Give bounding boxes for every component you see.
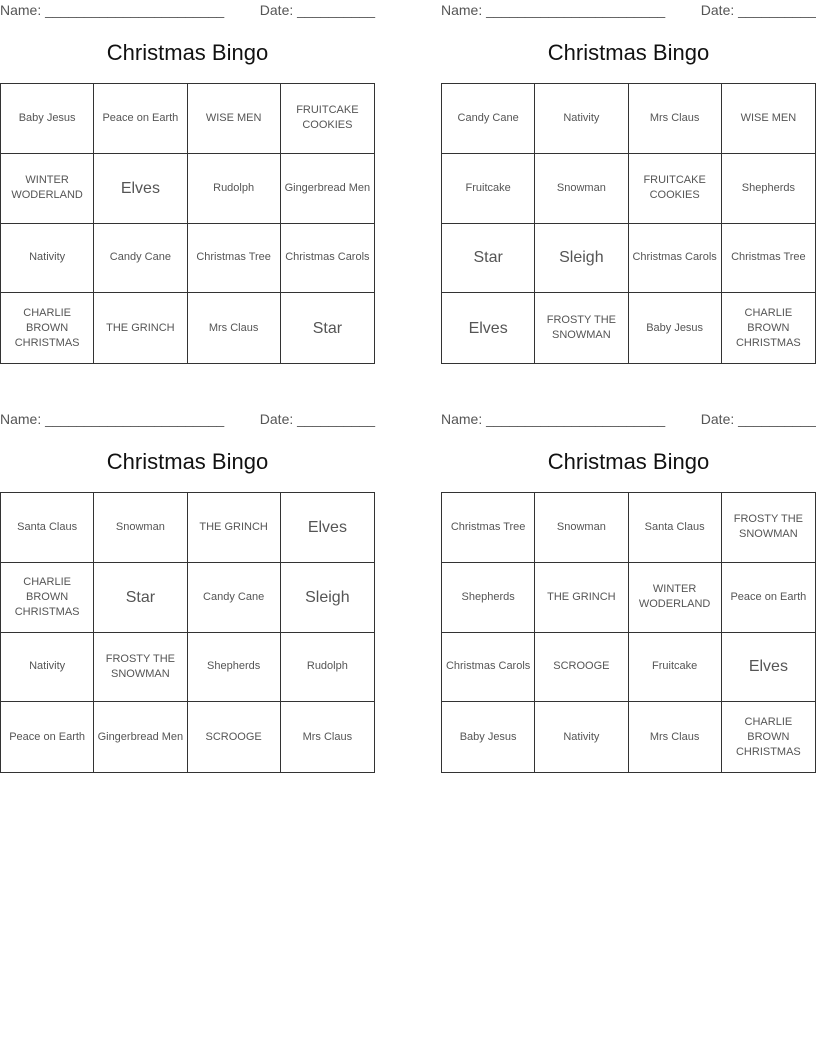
bingo-cell: Mrs Claus: [188, 293, 281, 363]
bingo-cell: Snowman: [94, 493, 187, 563]
bingo-cell: Snowman: [535, 493, 628, 563]
bingo-cell: WINTER WODERLAND: [1, 154, 94, 224]
bingo-cell: Candy Cane: [94, 224, 187, 294]
bingo-cell: FRUITCAKE COOKIES: [629, 154, 722, 224]
bingo-cell: Gingerbread Men: [281, 154, 374, 224]
name-date-line: [0, 2, 375, 20]
name-field: Name: _______________________: [0, 411, 225, 427]
card-title: Christmas Bingo: [106, 40, 269, 65]
date-field: Date: __________: [259, 411, 375, 427]
bingo-cell: Santa Claus: [1, 493, 94, 563]
bingo-cell: Christmas Carols: [442, 633, 535, 703]
bingo-cell: Rudolph: [188, 154, 281, 224]
bingo-cell: Elves: [722, 633, 815, 703]
bingo-cell: Elves: [281, 493, 374, 563]
bingo-card: [441, 409, 816, 774]
bingo-cell: Sleigh: [535, 224, 628, 294]
bingo-cell: WINTER WODERLAND: [629, 563, 722, 633]
bingo-cell: FRUITCAKE COOKIES: [281, 84, 374, 154]
bingo-cell: Christmas Tree: [442, 493, 535, 563]
bingo-cell: Star: [94, 563, 187, 633]
bingo-cell: Shepherds: [722, 154, 815, 224]
bingo-cell: CHARLIE BROWN CHRISTMAS: [735, 306, 801, 349]
bingo-cell: FROSTY THE SNOWMAN: [535, 293, 628, 363]
bingo-cell: Baby Jesus: [1, 84, 94, 154]
name-field: Name: _______________________: [441, 2, 666, 18]
name-date-line: [441, 411, 816, 429]
card-title: Christmas Bingo: [547, 449, 710, 474]
bingo-cell: Nativity: [1, 224, 94, 294]
bingo-cell: Nativity: [1, 633, 94, 703]
bingo-cell: Mrs Claus: [302, 730, 353, 743]
bingo-grid: [0, 492, 375, 773]
bingo-cell: SCROOGE: [535, 633, 628, 703]
bingo-cell: Nativity: [535, 84, 628, 154]
date-field: Date: __________: [700, 411, 816, 427]
bingo-cell: Baby Jesus: [629, 293, 722, 363]
bingo-cell: Elves: [442, 293, 535, 363]
bingo-cell: Candy Cane: [442, 84, 535, 154]
bingo-cell: FROSTY THE SNOWMAN: [722, 493, 815, 563]
bingo-cell: Mrs Claus: [629, 702, 722, 772]
bingo-card: [0, 0, 375, 365]
bingo-cell: Peace on Earth: [94, 84, 187, 154]
bingo-grid: [0, 83, 375, 364]
bingo-cell: Star: [442, 224, 535, 294]
bingo-cell: THE GRINCH: [535, 563, 628, 633]
date-field: Date: __________: [259, 2, 375, 18]
bingo-card: [441, 0, 816, 365]
bingo-cell: CHARLIE BROWN CHRISTMAS: [1, 563, 94, 633]
bingo-cell: Christmas Tree: [722, 224, 815, 294]
bingo-cell: THE GRINCH: [188, 493, 281, 563]
bingo-cell: Christmas Carols: [629, 224, 722, 294]
bingo-cell: FROSTY THE SNOWMAN: [94, 633, 187, 703]
bingo-cell: Fruitcake: [629, 633, 722, 703]
bingo-cell: Baby Jesus: [442, 702, 535, 772]
date-field: Date: __________: [700, 2, 816, 18]
card-title: Christmas Bingo: [106, 449, 269, 474]
card-title: Christmas Bingo: [547, 40, 710, 65]
bingo-cell: Christmas Tree: [188, 224, 281, 294]
bingo-cell: Snowman: [535, 154, 628, 224]
bingo-cell: WISE MEN: [188, 84, 281, 154]
bingo-cell: Christmas Carols: [281, 224, 374, 294]
name-field: Name: _______________________: [0, 2, 225, 18]
name-date-line: [0, 411, 375, 429]
bingo-cell: Elves: [94, 154, 187, 224]
bingo-cell: WISE MEN: [722, 84, 815, 154]
bingo-grid: [441, 83, 816, 364]
bingo-cell: Fruitcake: [442, 154, 535, 224]
bingo-cell: Rudolph: [281, 633, 374, 703]
bingo-cell: Shepherds: [442, 563, 535, 633]
bingo-card: [0, 409, 375, 774]
bingo-cell: Star: [312, 319, 343, 337]
bingo-cell: Peace on Earth: [722, 563, 815, 633]
bingo-cell: Santa Claus: [629, 493, 722, 563]
name-field: Name: _______________________: [441, 411, 666, 427]
bingo-cell: Candy Cane: [188, 563, 281, 633]
bingo-cell: Gingerbread Men: [94, 702, 187, 772]
bingo-cell: Mrs Claus: [629, 84, 722, 154]
bingo-cell: SCROOGE: [188, 702, 281, 772]
name-date-line: [441, 2, 816, 20]
bingo-cell: Shepherds: [188, 633, 281, 703]
bingo-grid: [441, 492, 816, 773]
bingo-cell: CHARLIE BROWN CHRISTMAS: [1, 293, 94, 363]
bingo-cell: Sleigh: [281, 563, 374, 633]
bingo-cell: Nativity: [535, 702, 628, 772]
bingo-cell: CHARLIE BROWN CHRISTMAS: [735, 715, 801, 758]
bingo-cell: Peace on Earth: [1, 702, 94, 772]
bingo-cell: THE GRINCH: [94, 293, 187, 363]
